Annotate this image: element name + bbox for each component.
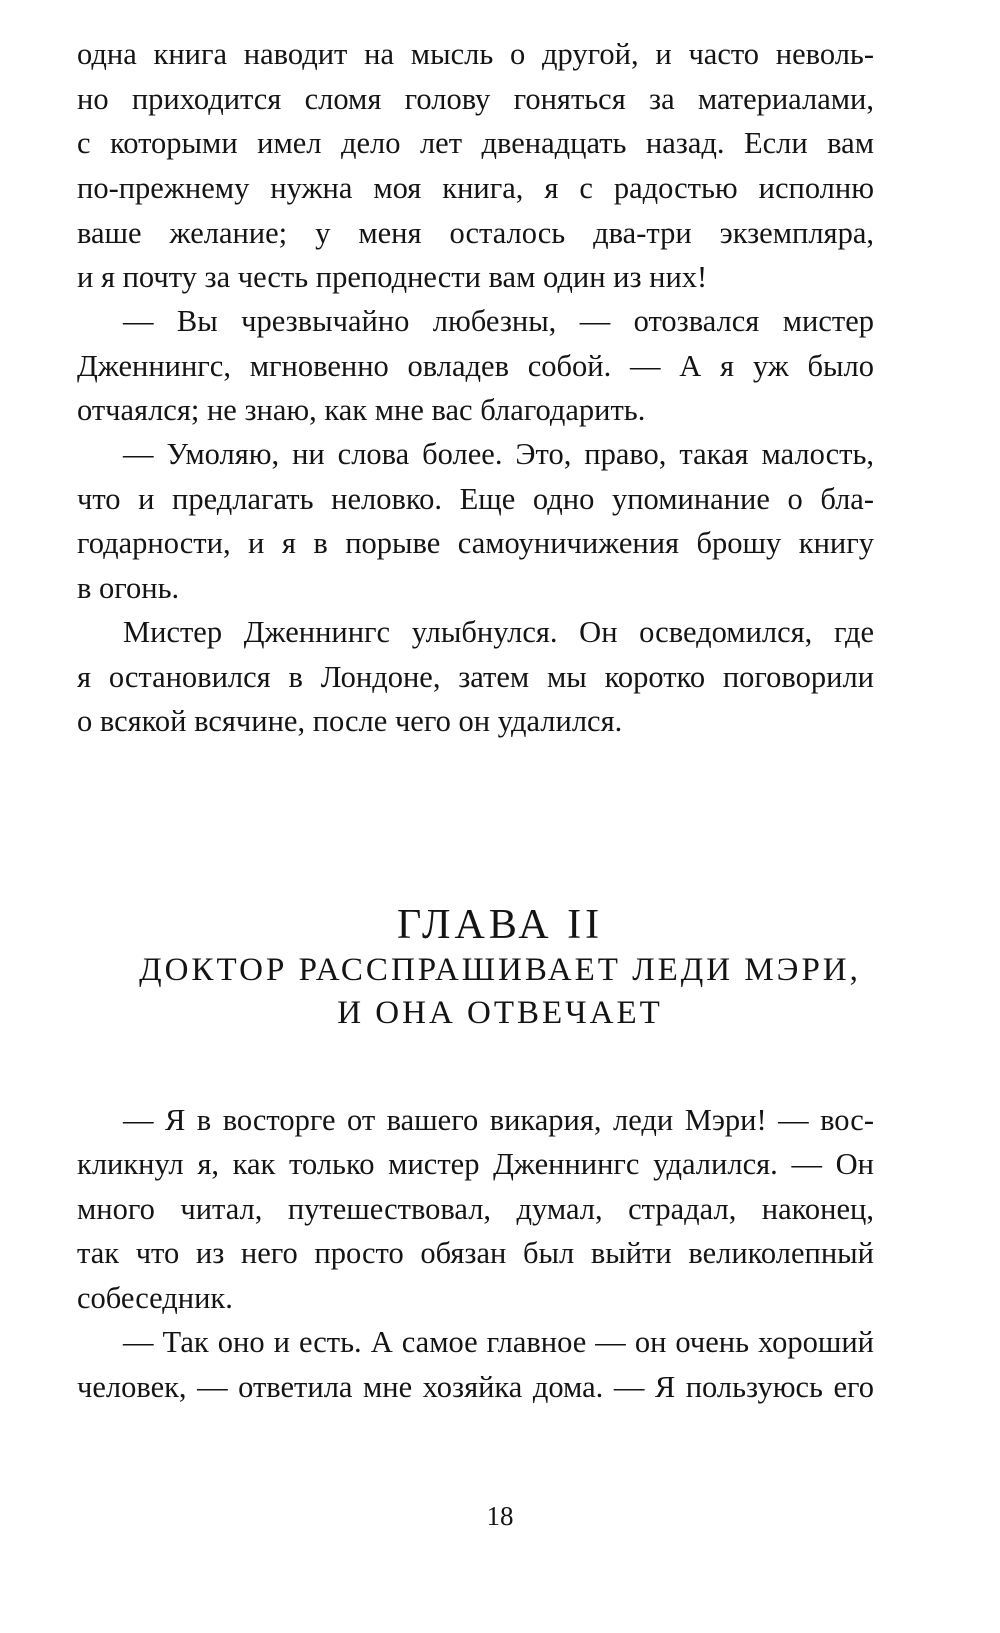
text-line: собеседник. [77,1281,233,1315]
text-line: Мистер Дженнингс улыбнулся. Он осведомился, где [123,615,874,649]
text-line: одна книга наводит на мысль о другой, и часто неволь- [77,37,874,71]
text-line: отчаялся; не знаю, как мне вас благодарить. [77,393,646,427]
text-line: ваше желание; у меня осталось два-три экземпляра, [77,216,874,250]
text-line: много читал, путешествовал, думал, страдал, наконец, [77,1192,874,1226]
text-line: в огонь. [77,571,180,605]
text-line: по-прежнему нужна моя книга, я с радостью исполню [77,171,874,205]
text-line: человек, — ответила мне хозяйка дома. — Я пользуюсь его [77,1370,874,1404]
text-line: но приходится сломя голову гоняться за материалами, [77,82,874,116]
chapter-subtitle: ДОКТОР РАССПРАШИВАЕТ ЛЕДИ МЭРИ, [139,952,861,988]
page-number: 18 [486,1501,514,1531]
text-line: — Умоляю, ни слова более. Это, право, такая малость, [123,437,874,471]
text-line: кликнул я, как только мистер Дженнингс удалился. — Он [77,1147,874,1181]
text-line: я остановился в Лондоне, затем мы коротко поговорили [77,660,874,694]
text-line: и я почту за честь преподнести вам один из них! [77,260,708,294]
text-line: — Вы чрезвычайно любезны, — отозвался мистер [123,304,874,338]
text-line: о всякой всячине, после чего он удалился. [77,704,623,738]
chapter-title: ГЛАВА II [396,902,604,948]
text-line: что и предлагать неловко. Еще одно упоминание о бла- [77,482,874,516]
text-line: — Я в восторге от вашего викария, леди Мэри! — вос- [123,1103,874,1137]
text-line: Дженнингс, мгновенно овладев собой. — А я уж было [77,349,874,383]
text-line: годарности, и я в порыве самоуничижения брошу книгу [77,526,874,560]
text-line: так что из него просто обязан был выйти великолепный [77,1236,874,1270]
text-line: с которыми имел дело лет двенадцать назад. Если вам [77,126,874,160]
chapter-subtitle: И ОНА ОТВЕЧАЕТ [337,995,663,1031]
text-line: — Так оно и есть. А самое главное — он очень хороший [123,1325,874,1359]
